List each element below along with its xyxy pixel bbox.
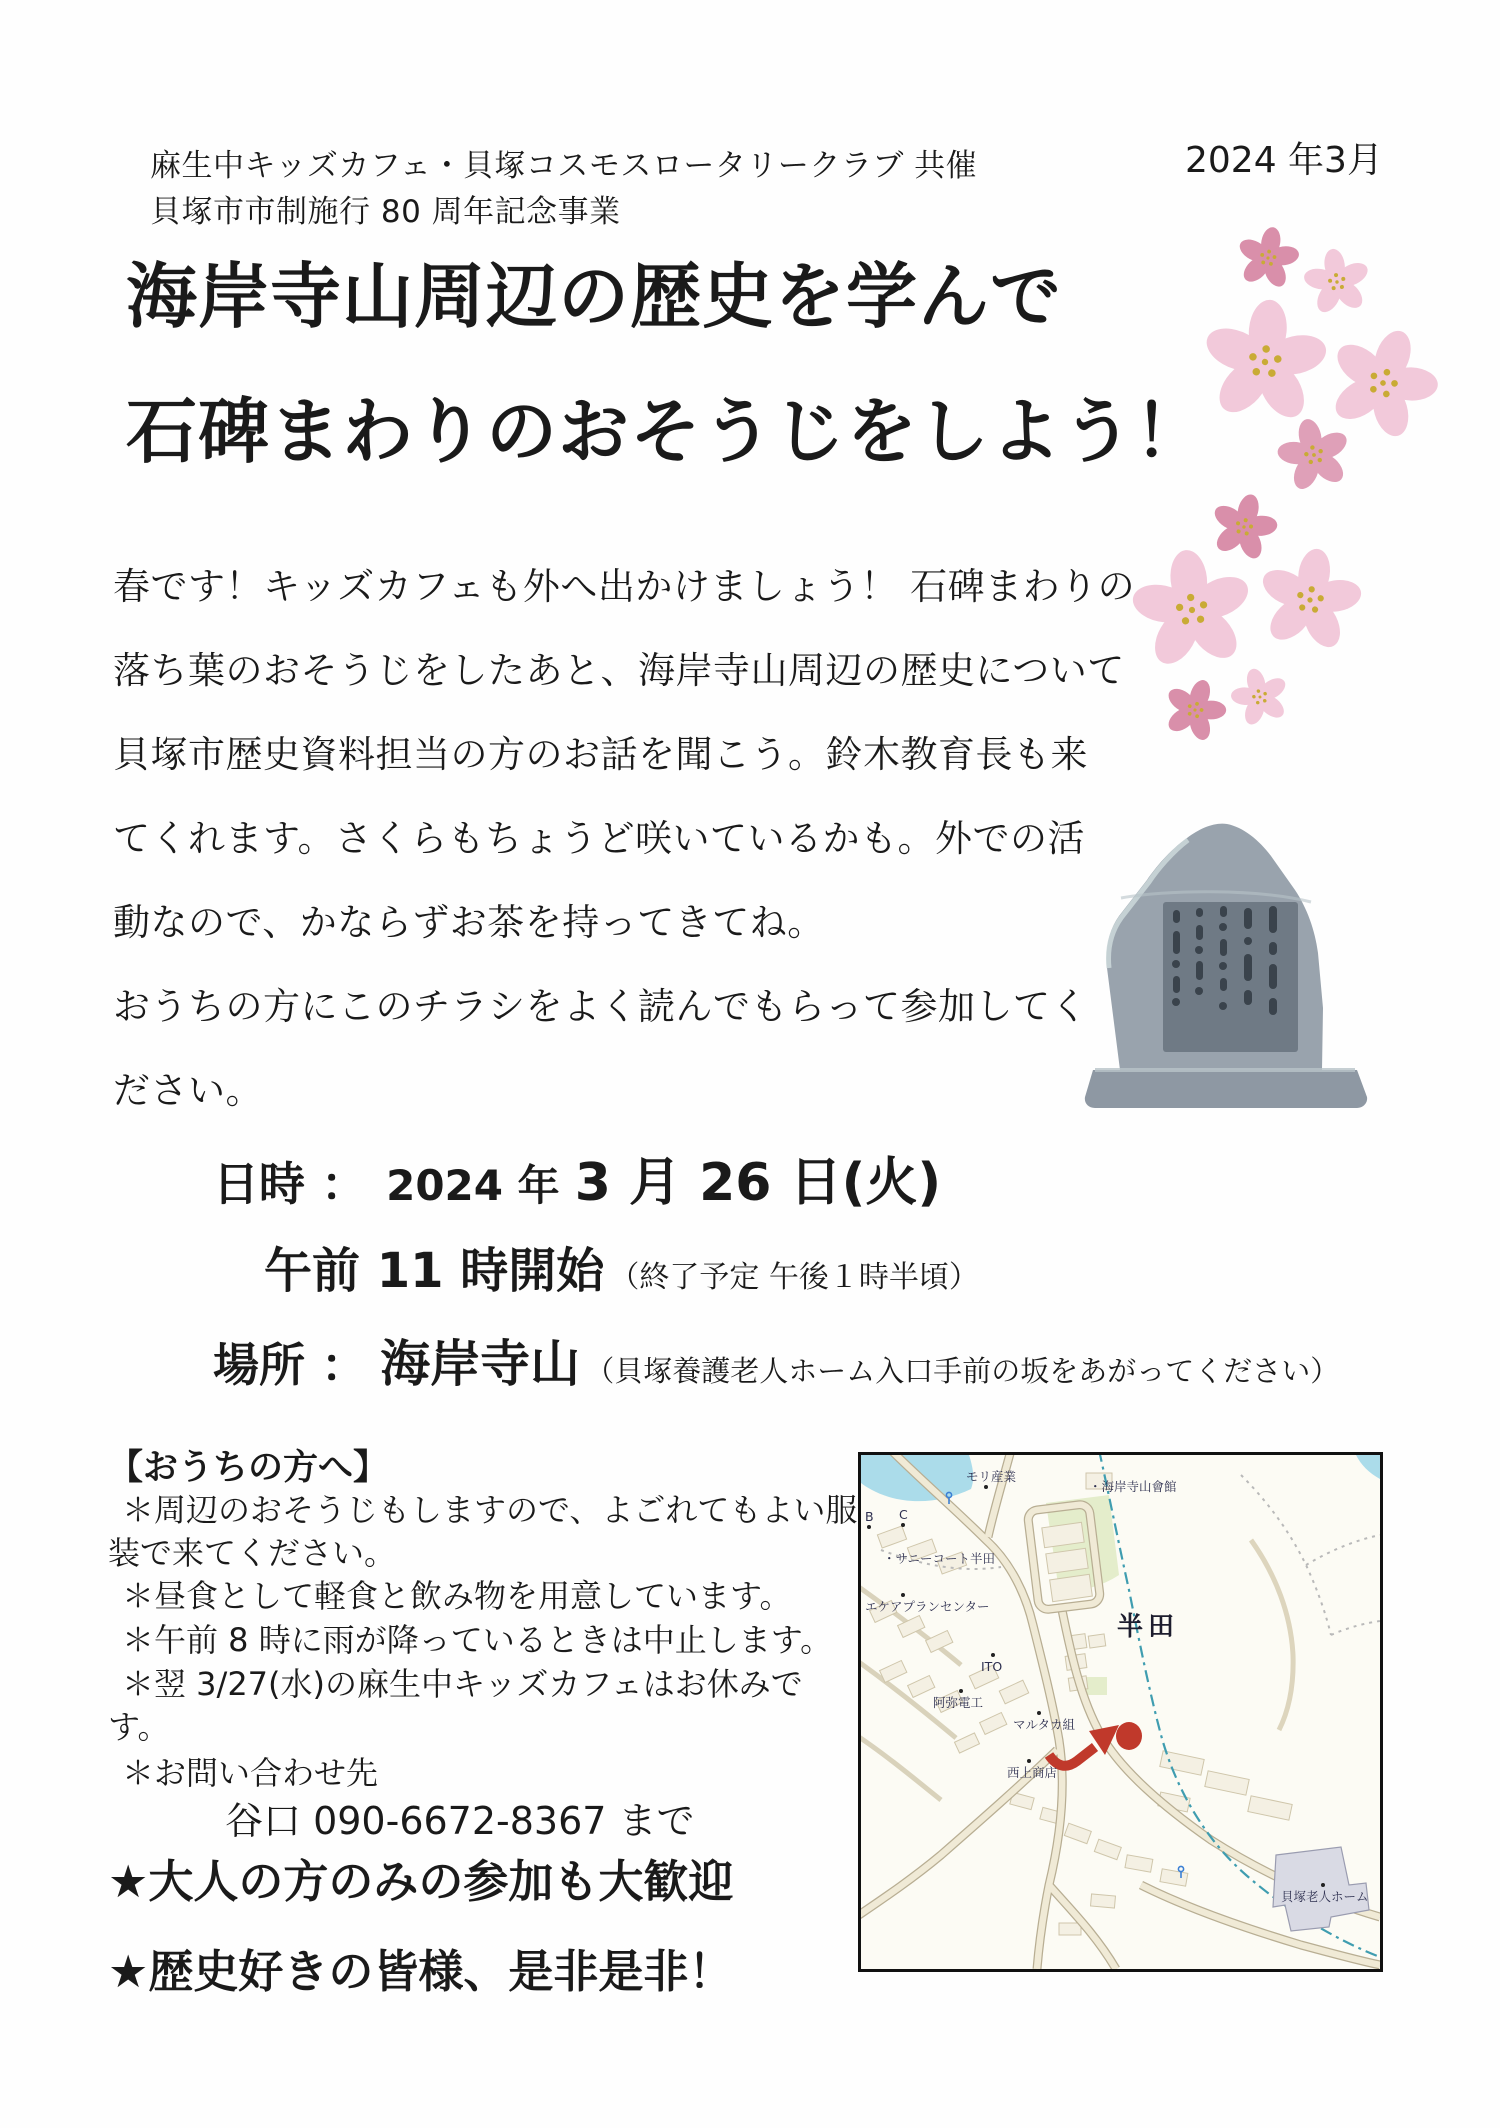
start-time: 午前 11 時開始 bbox=[264, 1243, 605, 1299]
map-label-ami-denko: 阿弥電工 bbox=[933, 1695, 984, 1710]
map-label-marutaka: マルタカ組 bbox=[1013, 1717, 1076, 1732]
sakura-flowers-icon bbox=[1120, 225, 1500, 780]
map-label-c: C bbox=[899, 1507, 908, 1522]
body-line: おうちの方にこのチラシをよく読んでもらって参加してく bbox=[113, 985, 1088, 1028]
note-line: ＊周辺のおそうじもしますので、よごれてもよい服 bbox=[122, 1491, 858, 1529]
note-line: ＊昼食として軽食と飲み物を用意しています。 bbox=[122, 1577, 792, 1615]
map-label-nishigami: 西上商店 bbox=[1007, 1765, 1058, 1780]
note-line: ＊翌 3/27(水)の麻生中キッズカフェはお休みで bbox=[122, 1665, 803, 1703]
body-line: 春です！キッズカフェも外へ出かけましょう！ 石碑まわりの bbox=[113, 565, 1136, 608]
body-line: 動なので、かならずお茶を持ってきてね。 bbox=[113, 901, 825, 944]
note-line: 装で来てください。 bbox=[108, 1534, 397, 1572]
flyer-title-line2: 石碑まわりのおそうじをしよう！ bbox=[126, 390, 1207, 473]
map-label-handa: 半田 bbox=[1117, 1612, 1180, 1642]
datetime-line bbox=[213, 1140, 941, 1215]
place-note: （貝塚養護老人ホーム入口手前の坂をあがってください） bbox=[585, 1354, 1340, 1388]
stone-monument-icon bbox=[1075, 798, 1375, 1118]
place-name: 海岸寺山 bbox=[380, 1335, 581, 1393]
body-line: ださい。 bbox=[113, 1069, 263, 1112]
map-canvas bbox=[861, 1455, 1380, 1969]
contact-heading: ＊お問い合わせ先 bbox=[122, 1754, 379, 1792]
map-label-sunny-court: ・サニーコート半田 bbox=[883, 1551, 996, 1566]
contact-phone: 谷口 090-6672-8367 まで bbox=[225, 1799, 695, 1843]
map-label-b: B bbox=[865, 1509, 874, 1524]
map-label-kaizuka-home: 貝塚老人ホーム bbox=[1281, 1889, 1369, 1904]
highlight-adults: ★大人の方のみの参加も大歓迎 bbox=[108, 1855, 734, 1908]
header-cohost-line: 麻生中キッズカフェ・貝塚コスモスロータリークラブ 共催 bbox=[150, 148, 978, 184]
header-date: 2024 年3月 bbox=[1185, 140, 1383, 181]
notes-heading: 【おうちの方へ】 bbox=[108, 1448, 389, 1488]
highlight-history: ★歴史好きの皆様、是非是非！ bbox=[108, 1945, 734, 1998]
datetime-label: 日時 ： bbox=[213, 1157, 368, 1211]
body-line: 貝塚市歴史資料担当の方のお話を聞こう。鈴木教育長も来 bbox=[113, 733, 1088, 776]
map-label-mori: モリ産業 bbox=[966, 1469, 1017, 1484]
datetime-date: 3 月 26 日(火) bbox=[574, 1153, 942, 1213]
note-line: ＊午前 8 時に雨が降っているときは中止します。 bbox=[122, 1621, 833, 1659]
datetime-year: 2024 年 bbox=[386, 1161, 560, 1210]
header-anniversary-line: 貝塚市市制施行 80 周年記念事業 bbox=[150, 194, 621, 230]
map-label-ito: ITO bbox=[981, 1659, 1003, 1674]
note-line: す。 bbox=[108, 1708, 170, 1746]
place-line bbox=[213, 1324, 1339, 1396]
location-map bbox=[858, 1452, 1383, 1972]
body-line: 落ち葉のおそうじをしたあと、海岸寺山周辺の歴史について bbox=[113, 649, 1125, 692]
map-label-kaikan: ・海岸寺山會館 bbox=[1089, 1479, 1177, 1494]
body-line: てくれます。さくらもちょうど咲いているかも。外での活 bbox=[113, 817, 1086, 860]
stone-monument-illustration bbox=[1075, 798, 1375, 1118]
flyer-title-line1: 海岸寺山周辺の歴史を学んで bbox=[126, 255, 1063, 338]
map-label-care-center: エケアプランセンター bbox=[865, 1599, 990, 1614]
place-label: 場所 ： bbox=[213, 1338, 368, 1392]
start-time-note: （終了予定 午後１時半頃） bbox=[609, 1260, 979, 1295]
start-time-line bbox=[264, 1232, 979, 1301]
sakura-decoration bbox=[1120, 225, 1500, 780]
destination-dot-icon bbox=[1116, 1722, 1142, 1750]
